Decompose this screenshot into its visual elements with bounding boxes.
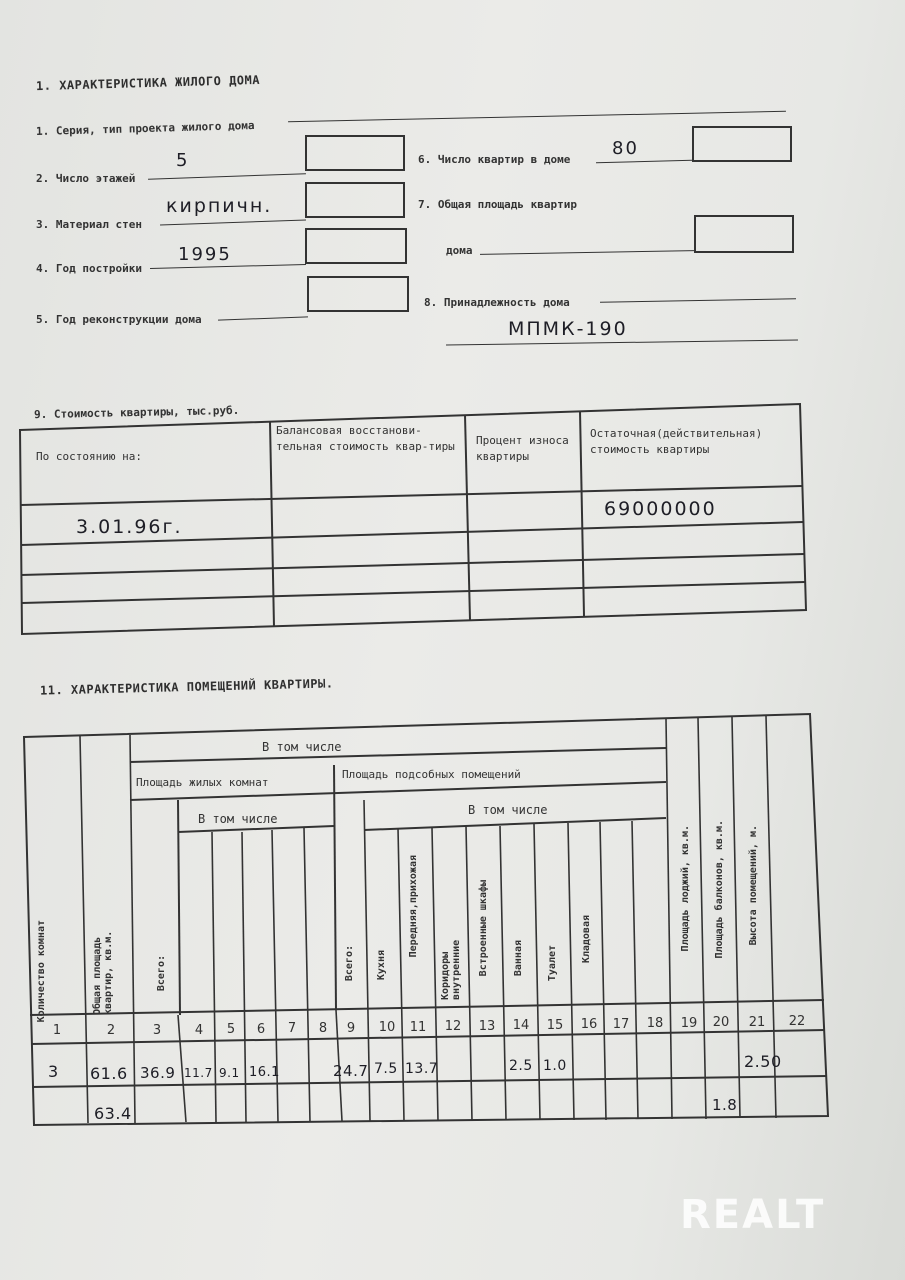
hall-value: 13.7 [405, 1061, 439, 1077]
room-c-value: 16.1 [249, 1065, 280, 1080]
built-label: 4. Год постройки [36, 262, 142, 275]
col-number: 8 [318, 1021, 328, 1036]
area-label-2: дома [446, 244, 473, 257]
walls-value: кирпичн. [166, 195, 273, 217]
section-11-title: 11. ХАРАКТЕРИСТИКА ПОМЕЩЕНИЙ КВАРТИРЫ. [39, 676, 334, 698]
col-number: 9 [346, 1021, 356, 1036]
area-label-1: 7. Общая площадь квартир [418, 198, 577, 211]
header-rooms-count: Количество комнат [36, 920, 47, 1023]
bath-value: 2.5 [509, 1058, 533, 1074]
col-number: 2 [106, 1023, 116, 1038]
col-number: 10 [378, 1020, 396, 1035]
col-number: 14 [512, 1018, 530, 1033]
cost-header-balance: Балансовая восстанови-тельная стоимость квар-тиры [276, 424, 455, 453]
header-height: Высота помещений, м. [748, 825, 759, 946]
header-in-total: В том числе [262, 740, 342, 754]
col-number: 20 [712, 1015, 730, 1030]
cost-row1-residual: 69000000 [604, 498, 717, 520]
cost-header-wear: Процент износа квартиры [476, 434, 569, 463]
header-closets: Встроенные шкафы [478, 880, 489, 977]
total-area-value-2: 63.4 [94, 1104, 132, 1123]
total-area-value: 61.6 [90, 1064, 128, 1083]
header-hall: Передняя,прихожая [408, 855, 419, 958]
col-number: 16 [580, 1017, 598, 1032]
toilet-value: 1.0 [543, 1058, 567, 1074]
header-storage: Кладовая [581, 915, 592, 964]
col-number: 12 [444, 1019, 462, 1034]
header-in-total-aux: В том числе [468, 803, 548, 817]
living-total-value: 36.9 [140, 1064, 176, 1082]
cost-row1-date: 3.01.96г. [76, 516, 183, 538]
header-bath: Ванная [513, 940, 524, 977]
header-kitchen: Кухня [376, 950, 387, 981]
apartments-label: 6. Число квартир в доме [418, 153, 571, 166]
col-number: 5 [226, 1022, 236, 1037]
balcony-value: 1.8 [712, 1096, 738, 1114]
built-value: 1995 [178, 244, 232, 265]
header-living-area: Площадь жилых комнат [136, 776, 269, 789]
rooms-count-value: 3 [48, 1062, 59, 1081]
col-number: 22 [788, 1014, 806, 1029]
col-number: 7 [287, 1021, 297, 1036]
apartments-value: 80 [612, 138, 639, 159]
header-toilet: Туалет [547, 945, 558, 982]
room-b-value: 9.1 [219, 1066, 240, 1080]
cost-header-residual: Остаточная(действительная) стоимость квартиры [590, 427, 763, 456]
col-number: 11 [409, 1020, 427, 1035]
header-total-living: Всего: [156, 955, 167, 992]
col-number: 19 [680, 1016, 698, 1031]
col-number: 21 [748, 1015, 766, 1030]
col-number: 17 [612, 1017, 630, 1032]
header-loggia: Площадь лоджий, кв.м. [680, 825, 691, 952]
walls-label: 3. Материал стен [36, 218, 142, 231]
floors-value: 5 [176, 150, 190, 171]
header-in-total-living: В том числе [198, 812, 278, 826]
floors-label: 2. Число этажей [36, 172, 136, 185]
series-label: 1. Серия, тип проекта жилого дома [35, 118, 255, 139]
col-number: 6 [256, 1022, 266, 1037]
cost-header-date: По состоянию на: [36, 450, 142, 463]
owner-value: МПМК-190 [508, 318, 628, 340]
aux-total-value: 24.7 [333, 1062, 369, 1080]
header-aux-area: Площадь подсобных помещений [342, 768, 521, 781]
header-balcony: Площадь балконов, кв.м. [714, 820, 725, 959]
kitchen-value: 7.5 [374, 1061, 398, 1077]
header-corridors: Коридоры внутренние [440, 939, 462, 1000]
header-total-area: Общая площадь квартир, кв.м. [92, 930, 114, 1015]
header-total-aux: Всего: [344, 945, 355, 982]
col-number: 4 [194, 1023, 204, 1038]
owner-label: 8. Принадлежность дома [424, 296, 570, 309]
watermark-logo: REALT [680, 1192, 826, 1238]
section-1-title: 1. ХАРАКТЕРИСТИКА ЖИЛОГО ДОМА [35, 72, 261, 94]
col-number: 3 [152, 1023, 162, 1038]
room-a-value: 11.7 [184, 1066, 213, 1080]
col-number: 13 [478, 1019, 496, 1034]
col-number: 1 [52, 1023, 62, 1038]
section-9-title: 9. Стоимость квартиры, тыс.руб. [33, 403, 240, 422]
reconstruction-label: 5. Год реконструкции дома [36, 313, 202, 326]
height-value: 2.50 [744, 1052, 782, 1071]
col-number: 18 [646, 1016, 664, 1031]
col-number: 15 [546, 1018, 564, 1033]
